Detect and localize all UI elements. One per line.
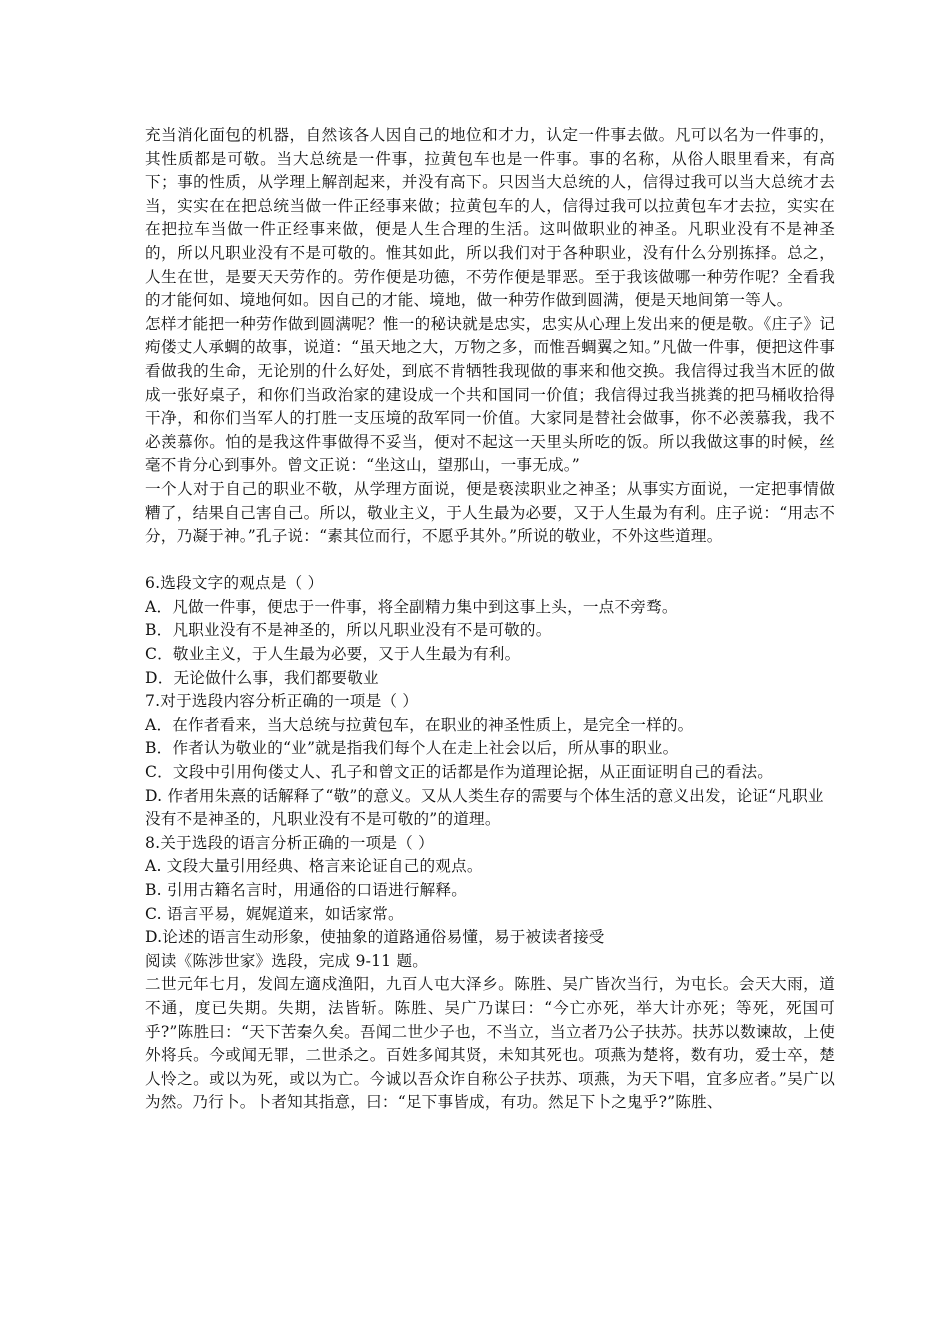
document-body (145, 124, 835, 1115)
blank-line (145, 549, 835, 573)
passage-section (145, 124, 835, 549)
option-d: D.论述的语言生动形象，使抽象的道路通俗易懂，易于被读者接受 (145, 928, 605, 947)
option-d: D．无论做什么事，我们都要敬业 (145, 668, 379, 687)
option-b: B．作者认为敬业的“业”就是指我们每个人在走上社会以后，所从事的职业。 (145, 739, 679, 758)
question-7 (145, 690, 835, 832)
option-c: C．敬业主义，于人生最为必要，又于人生最为有利。 (145, 645, 521, 664)
reading-intro: 阅读《陈涉世家》选段，完成 9-11 题。 (145, 951, 429, 970)
question-8 (145, 832, 835, 950)
option-c: C．文段中引用佝偻丈人、孔子和曾文正的话都是作为道理论据，从正面证明自己的看法。 (145, 763, 774, 782)
option-c: C. 语言平易，娓娓道来，如话家常。 (145, 904, 404, 923)
option-a: A．在作者看来，当大总统与拉黄包车，在职业的神圣性质上，是完全一样的。 (145, 715, 694, 734)
question-stem: 8.关于选段的语言分析正确的一项是（ ） (145, 833, 434, 852)
question-stem: 7.对于选段内容分析正确的一项是（ ） (145, 692, 419, 711)
passage-paragraph-2: 怎样才能把一种劳作做到圆满呢？惟一的秘诀就是忠实，忠实从心理上发出来的便是敬。《庄子》记痀偻丈人承蜩的故事，说道：“虽天地之大，万物之多，而惟吾蜩翼之知。”凡做一件事，便把这件事看做我的生命，无论别的什么好处，到底不肯牺牲我现做的事来和他交换。我信得过我当木匠的做成一张好桌子，和你们当政治家的建设成一个共和国同一价值；我信得过我当挑粪的把马桶收拾得干净，和你们当军人的打胜一支压境的敌军同一价值。大家同是替社会做事，你不必羡慕我，我不必羡慕你。怕的是我这件事做得不妥当，便对不起这一天里头所吃的饭。所以我做这事的时候，丝毫不肯分心到事外。曾文正说：“坐这山，望那山，一事无成。” (145, 314, 835, 475)
option-b: B．凡职业没有不是神圣的，所以凡职业没有不是可敬的。 (145, 621, 552, 640)
question-stem: 6.选段文字的观点是（ ） (145, 574, 324, 593)
option-a: A. 文段大量引用经典、格言来论证自己的观点。 (145, 857, 483, 876)
question-6 (145, 572, 835, 690)
passage-paragraph-1: 充当消化面包的机器，自然该各人因自己的地位和才力，认定一件事去做。凡可以名为一件事的，其性质都是可敬。当大总统是一件事，拉黄包车也是一件事。事的名称，从俗人眼里看来，有高下；事的性质，从学理上解剖起来，并没有高下。只因当大总统的人，信得过我可以当大总统才去当，实实在在把总统当做一件正经事来做；拉黄包车的人，信得过我可以拉黄包车才去拉，实实在在把拉车当做一件正经事来做，便是人生合理的生活。这叫做职业的神圣。凡职业没有不是神圣的，所以凡职业没有不是可敬的。惟其如此，所以我们对于各种职业，没有什么分别拣择。总之，人生在世，是要天天劳作的。劳作便是功德，不劳作便是罪恶。至于我该做哪一种劳作呢？全看我的才能何如、境地何如。因自己的才能、境地，做一种劳作做到圆满，便是天地间第一等人。 (145, 126, 835, 310)
option-a: A．凡做一件事，便忠于一件事，将全副精力集中到这事上头，一点不旁骛。 (145, 597, 678, 616)
option-b: B. 引用古籍名言时，用通俗的口语进行解释。 (145, 881, 468, 899)
option-d: D. 作者用朱熹的话解释了“敬”的意义。又从人类生存的需要与个体生活的意义出发，论证“凡职业没有不是神圣的，凡职业没有不是可敬的”的道理。 (145, 786, 824, 829)
classical-passage: 二世元年七月，发闾左適戍渔阳，九百人屯大泽乡。陈胜、吴广皆次当行，为屯长。会天大雨，道不通，度已失期。失期，法皆斩。陈胜、吴广乃谋曰：“今亡亦死，举大计亦死；等死，死国可乎?”陈胜曰：“天下苦秦久矣。吾闻二世少子也，不当立，当立者乃公子扶苏。扶苏以数谏故，上使外将兵。今或闻无罪，二世杀之。百姓多闻其贤，未知其死也。项燕为楚将，数有功，爱士卒，楚人怜之。或以为死，或以为亡。今诚以吾众诈自称公子扶苏、项燕，为天下唱，宜多应者。”吴广以为然。乃行卜。卜者知其指意，曰：“足下事皆成，有功。然足下卜之鬼乎?”陈胜、 (145, 975, 835, 1112)
reading-section-2 (145, 950, 835, 1115)
passage-paragraph-3: 一个人对于自己的职业不敬，从学理方面说，便是亵渎职业之神圣；从事实方面说，一定把事情做糟了，结果自己害自己。所以，敬业主义，于人生最为必要，又于人生最为有利。庄子说：“用志不分，乃凝于神。”孔子说：“素其位而行，不愿乎其外。”所说的敬业，不外这些道理。 (145, 479, 835, 546)
